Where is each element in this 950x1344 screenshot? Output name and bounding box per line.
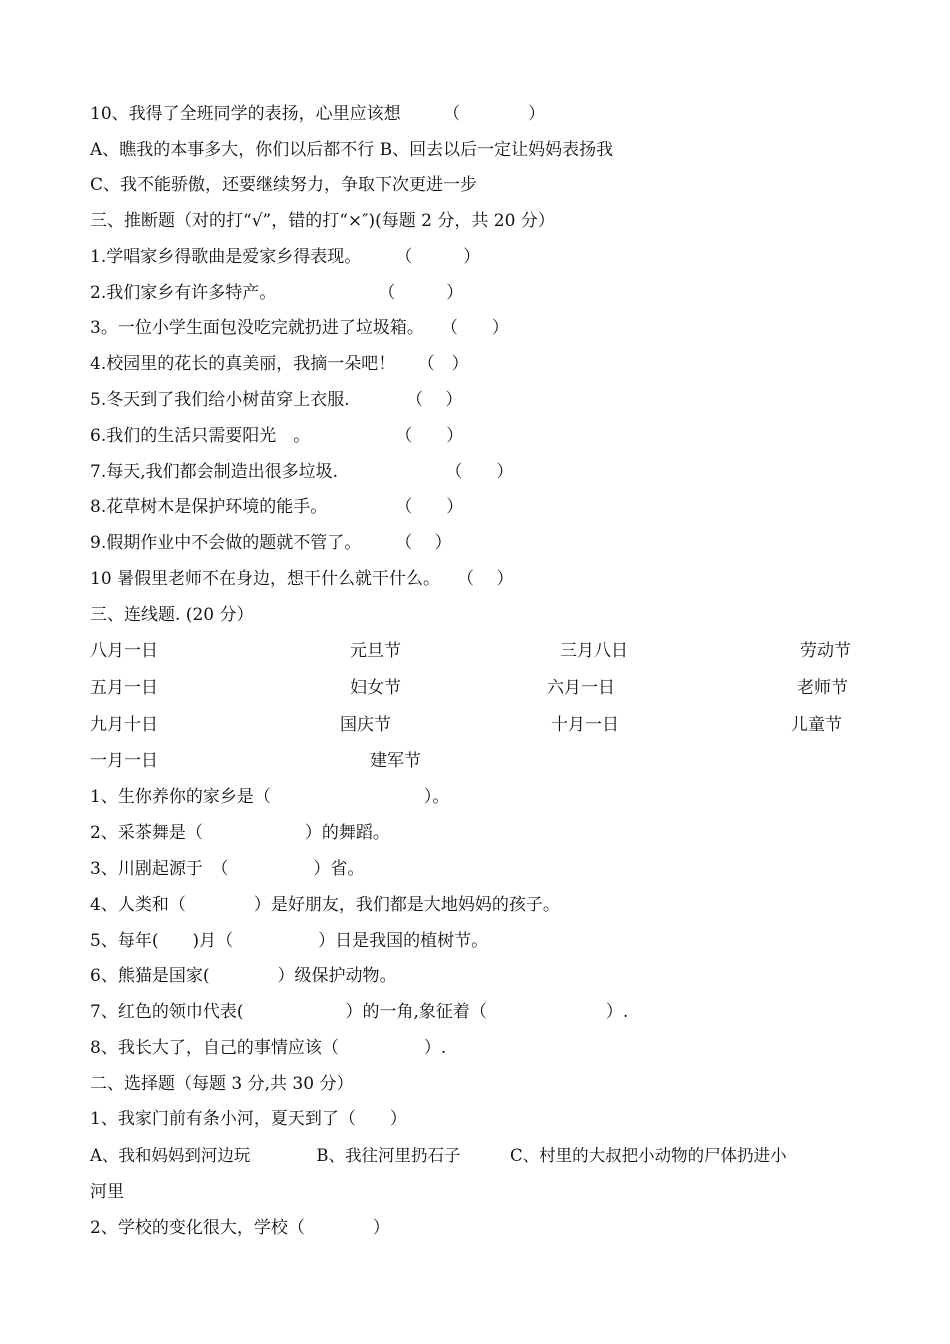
- judgment-item-10: 10 暑假里老师不在身边，想干什么就干什么。 （ ）: [90, 569, 514, 589]
- matching-cell: 五月一日: [90, 678, 158, 698]
- choice-item-2: 2、学校的变化很大，学校（ ）: [90, 1218, 390, 1238]
- judgment-item-4: 4.校园里的花长的真美丽，我摘一朵吧！ （ ）: [90, 354, 469, 374]
- fill-item-5: 5、每年( )月（ ）日是我国的植树节。: [90, 931, 489, 951]
- matching-cell: 元旦节: [350, 641, 401, 661]
- matching-cell: 十月一日: [551, 715, 619, 735]
- fill-item-3: 3、川剧起源于 （ ）省。: [90, 859, 365, 879]
- matching-cell: 九月十日: [90, 715, 158, 735]
- judgment-item-9: 9.假期作业中不会做的题就不管了。 （ ）: [90, 533, 452, 553]
- choice-item-1: 1、我家门前有条小河，夏天到了（ ）: [90, 1109, 407, 1129]
- matching-cell: 劳动节: [800, 641, 851, 661]
- judgment-item-8: 8.花草树木是保护环境的能手。 （ ）: [90, 497, 464, 517]
- section-matching-title: 三、连线题. (20 分）: [90, 605, 254, 625]
- section-judgment-title: 三、推断题（对的打“√”，错的打“×″)(每题 2 分，共 20 分）: [90, 211, 555, 231]
- judgment-item-3: 3。一位小学生面包没吃完就扔进了垃圾箱。 （ ）: [90, 318, 509, 338]
- choice-item-1-options: A、我和妈妈到河边玩 B、我往河里扔石子 C、村里的大叔把小动物的尸体扔进小: [90, 1146, 787, 1165]
- matching-cell: 妇女节: [350, 678, 401, 698]
- fill-item-1: 1、生你养你的家乡是（ ）。: [90, 787, 450, 807]
- matching-cell: 三月八日: [560, 641, 628, 661]
- matching-cell: 国庆节: [340, 715, 391, 735]
- matching-cell: 儿童节: [791, 715, 842, 735]
- judgment-item-6: 6.我们的生活只需要阳光 。 （ ）: [90, 426, 464, 446]
- fill-item-8: 8、我长大了，自己的事情应该（ ）.: [90, 1038, 447, 1058]
- matching-cell: 建军节: [370, 751, 421, 771]
- question-10-options-ab: A、瞧我的本事多大，你们以后都不行 B、回去以后一定让妈妈表扬我: [90, 140, 614, 160]
- section-choice-title: 二、选择题（每题 3 分,共 30 分）: [90, 1074, 354, 1094]
- matching-cell: 六月一日: [547, 678, 615, 698]
- judgment-item-2: 2.我们家乡有许多特产。 （ ）: [90, 283, 464, 303]
- fill-item-6: 6、熊猫是国家( ）级保护动物。: [90, 966, 397, 986]
- matching-cell: 八月一日: [90, 641, 158, 661]
- fill-item-4: 4、人类和（ ）是好朋友，我们都是大地妈妈的孩子。: [90, 895, 560, 915]
- fill-item-7: 7、红色的领巾代表( ）的一角,象征着（ ）.: [90, 1002, 629, 1022]
- fill-item-2: 2、采茶舞是（ ）的舞蹈。: [90, 823, 390, 843]
- judgment-item-7: 7.每天,我们都会制造出很多垃圾. （ ）: [90, 462, 514, 482]
- choice-item-1-options-cont: 河里: [90, 1182, 124, 1202]
- judgment-item-5: 5.冬天到了我们给小树苗穿上衣服. （ ）: [90, 390, 463, 410]
- matching-cell: 老师节: [797, 678, 848, 698]
- judgment-item-1: 1.学唱家乡得歌曲是爱家乡得表现。 （ ）: [90, 247, 481, 267]
- question-10-option-c: C、我不能骄傲，还要继续努力，争取下次更进一步: [90, 175, 478, 195]
- question-10: 10、我得了全班同学的表扬，心里应该想 （ ）: [90, 104, 546, 124]
- matching-cell: 一月一日: [90, 751, 158, 771]
